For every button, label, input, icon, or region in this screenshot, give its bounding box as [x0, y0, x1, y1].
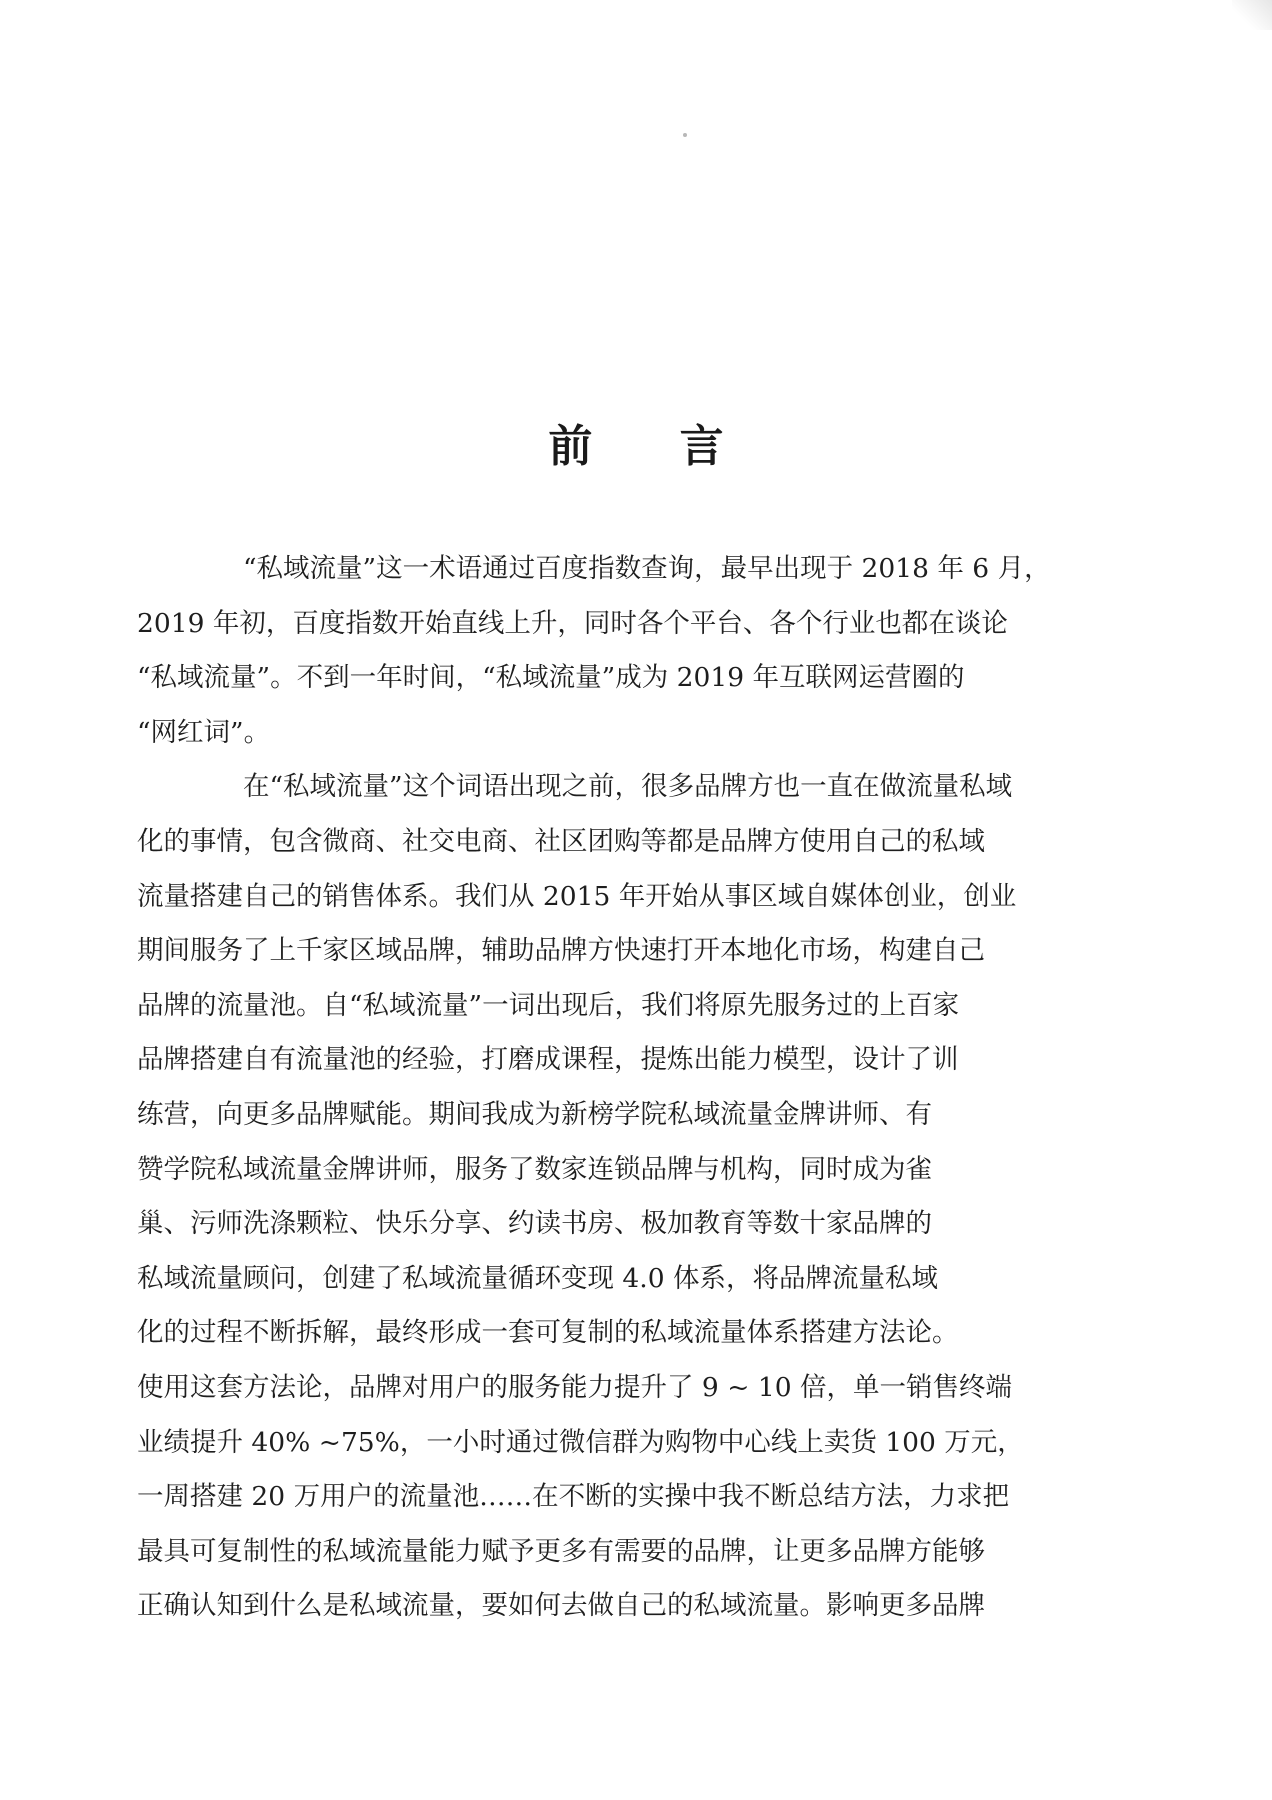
text-line: 巢、污师洗涤颗粒、快乐分享、约读书房、极加教育等数十家品牌的	[137, 1208, 932, 1240]
scan-speck	[683, 133, 687, 137]
text-line: 2019 年初，百度指数开始直线上升，同时各个平台、各个行业也都在谈论	[137, 607, 1008, 639]
page-title: 前 言	[548, 421, 760, 473]
text-line: 练营，向更多品牌赋能。期间我成为新榜学院私域流量金牌讲师、有	[137, 1098, 932, 1130]
page-corner-shadow	[1232, 0, 1272, 30]
text-line: 品牌的流量池。自“私域流量”一词出现后，我们将原先服务过的上百家	[137, 989, 960, 1021]
text-line: 在“私域流量”这个词语出现之前，很多品牌方也一直在做流量私域	[243, 771, 1013, 803]
body-text	[137, 542, 1070, 1634]
text-line: “私域流量”。不到一年时间，“私域流量”成为 2019 年互联网运营圈的	[137, 662, 965, 694]
text-line: “网红词”。	[137, 716, 271, 748]
text-line: 使用这套方法论，品牌对用户的服务能力提升了 9 ~ 10 倍，单一销售终端	[137, 1371, 1012, 1403]
text-line: 化的事情，包含微商、社交电商、社区团购等都是品牌方使用自己的私域	[137, 825, 985, 857]
text-line: 化的过程不断拆解，最终形成一套可复制的私域流量体系搭建方法论。	[137, 1317, 959, 1349]
paragraph-2	[137, 760, 1070, 1634]
text-line: 一周搭建 20 万用户的流量池……在不断的实操中我不断总结方法，力求把	[137, 1481, 1010, 1513]
text-line: “私域流量”这一术语通过百度指数查询，最早出现于 2018 年 6 月，	[243, 553, 1051, 584]
text-line: 期间服务了上千家区域品牌，辅助品牌方快速打开本地化市场，构建自己	[137, 935, 985, 967]
text-line: 正确认知到什么是私域流量，要如何去做自己的私域流量。影响更多品牌	[137, 1590, 985, 1622]
text-line: 业绩提升 40% ~75%，一小时通过微信群为购物中心线上卖货 100 万元，	[137, 1426, 1024, 1458]
text-line: 赞学院私域流量金牌讲师，服务了数家连锁品牌与机构，同时成为雀	[137, 1153, 932, 1185]
text-line: 私域流量顾问，创建了私域流量循环变现 4.0 体系，将品牌流量私域	[137, 1262, 938, 1294]
text-line: 最具可复制性的私域流量能力赋予更多有需要的品牌，让更多品牌方能够	[137, 1535, 985, 1567]
paragraph-1	[137, 542, 1070, 760]
text-line: 流量搭建自己的销售体系。我们从 2015 年开始从事区域自媒体创业，创业	[137, 880, 1017, 912]
text-line: 品牌搭建自有流量池的经验，打磨成课程，提炼出能力模型，设计了训	[137, 1044, 959, 1076]
